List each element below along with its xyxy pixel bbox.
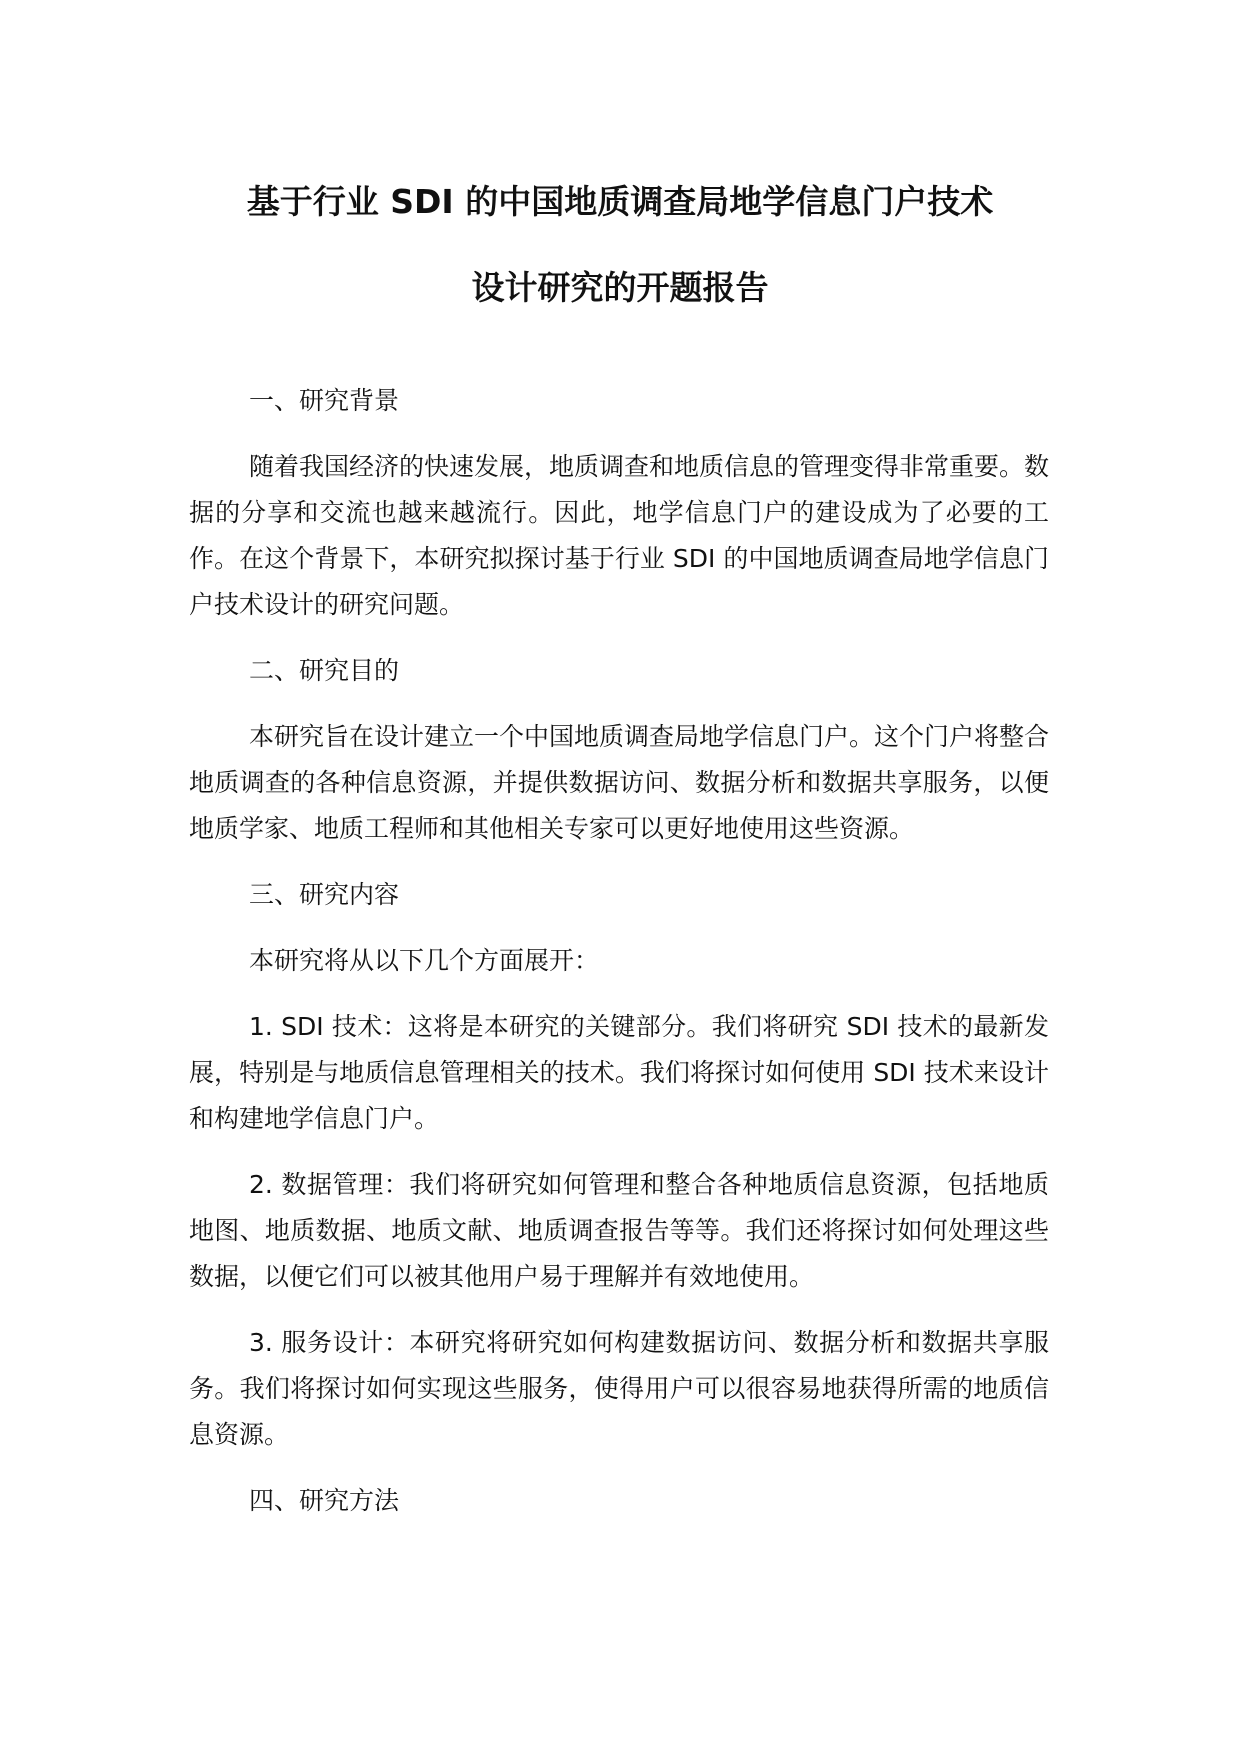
- list-item-service-design: 3. 服务设计：本研究将研究如何构建数据访问、数据分析和数据共享服务。我们将探讨如何实现这些服务，使得用户可以很容易地获得所需的地质信息资源。: [189, 1328, 1049, 1449]
- list-item-data-management: 2. 数据管理：我们将研究如何管理和整合各种地质信息资源，包括地质地图、地质数据、地质文献、地质调查报告等等。我们还将探讨如何处理这些数据，以便它们可以被其他用户易于理解并有效地使用。: [189, 1170, 1049, 1291]
- section-paragraph: 本研究旨在设计建立一个中国地质调查局地学信息门户。这个门户将整合地质调查的各种信息资源，并提供数据访问、数据分析和数据共享服务，以便地质学家、地质工程师和其他相关专家可以更好地使用这些资源。: [189, 722, 1050, 843]
- section-heading-method: 四、研究方法: [249, 1486, 400, 1515]
- document-body: [189, 378, 1049, 1544]
- section-paragraph: 本研究将从以下几个方面展开：: [249, 946, 600, 975]
- section-heading-background: 一、研究背景: [249, 386, 400, 415]
- section-paragraph: 随着我国经济的快速发展，地质调查和地质信息的管理变得非常重要。数据的分享和交流也越来越流行。因此，地学信息门户的建设成为了必要的工作。在这个背景下，本研究拟探讨基于行业 SDI 的中国地质调查局地学信息门户技术设计的研究问题。: [189, 452, 1050, 619]
- list-item-sdi-technology: 1. SDI 技术：这将是本研究的关键部分。我们将研究 SDI 技术的最新发展，特别是与地质信息管理相关的技术。我们将探讨如何使用 SDI 技术来设计和构建地学信息门户。: [189, 1012, 1049, 1133]
- section-heading-content: 三、研究内容: [249, 880, 400, 909]
- document-title-line-1: 基于行业 SDI 的中国地质调查局地学信息门户技术: [246, 182, 994, 221]
- section-heading-purpose: 二、研究目的: [249, 656, 400, 685]
- document-title-line-2: 设计研究的开题报告: [471, 268, 769, 307]
